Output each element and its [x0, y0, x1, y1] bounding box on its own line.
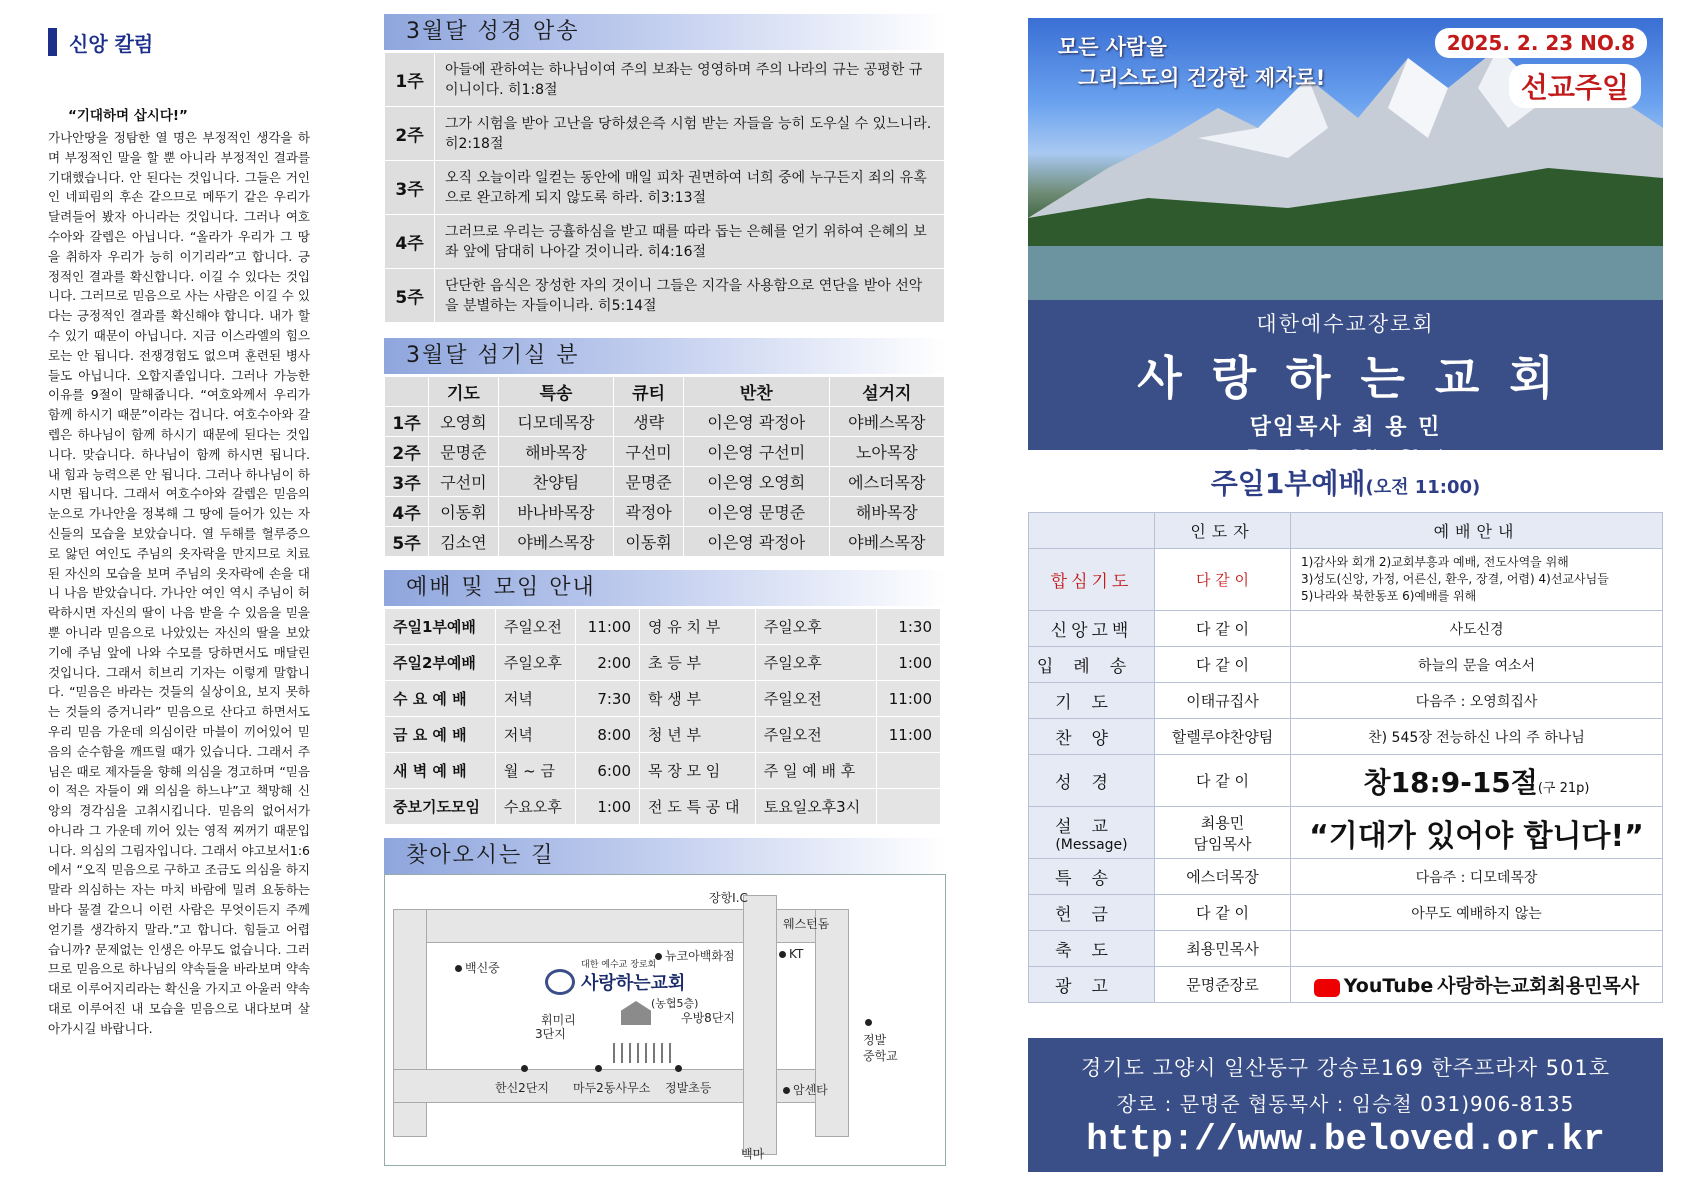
worship-leader — [1155, 683, 1291, 719]
duty-week: 2주 — [385, 437, 429, 467]
prayer-topic: 3)성도(신앙, 가정, 어른신, 환우, 장결, 어렴) 4)선교사님들 — [1301, 572, 1609, 586]
duty-cell: 이동휘 — [429, 497, 499, 527]
duty-cell: 문명준 — [614, 467, 684, 497]
senior-pastor: 담임목사 최 용 민 — [1249, 415, 1442, 440]
directions-map — [384, 874, 946, 1166]
meeting-cell: 영 유 치 부 — [640, 609, 756, 645]
duty-row — [385, 437, 945, 467]
memory-week: 2주 — [385, 107, 435, 161]
worship-role — [1029, 859, 1155, 895]
meeting-cell: 주일오전 — [755, 681, 876, 717]
pastor-english-name: Rev. Yong-Min Choi — [1246, 445, 1445, 469]
worship-guide — [1291, 683, 1663, 719]
duty-column-header: 기도 — [429, 377, 499, 407]
meeting-cell: 1:30 — [876, 609, 940, 645]
duty-cell: 찬양팀 — [498, 467, 613, 497]
order-head-leader: 인도자 — [1155, 513, 1291, 549]
mission-sunday-badge: 선교주일 — [1509, 64, 1641, 108]
duty-cell: 곽정아 — [614, 497, 684, 527]
church-website[interactable]: http://www.beloved.or.kr — [1086, 1119, 1605, 1160]
meeting-row — [385, 681, 941, 717]
worship-leader-name: 최용민목사 — [1186, 940, 1259, 958]
worship-leader — [1155, 719, 1291, 755]
meeting-cell: 전 도 특 공 대 — [640, 789, 756, 825]
meeting-cell: 7:30 — [575, 681, 639, 717]
worship-role — [1029, 755, 1155, 807]
worship-row — [1029, 719, 1663, 755]
service-title — [1028, 462, 1663, 502]
worship-role-label: 합심기도 — [1050, 572, 1133, 592]
meeting-cell: 초 등 부 — [640, 645, 756, 681]
memory-row — [385, 269, 945, 323]
meeting-cell: 11:00 — [876, 681, 940, 717]
meeting-name: 금 요 예 배 — [385, 717, 496, 753]
memory-verse: 그가 시험을 받아 고난을 당하셨은즉 시험 받는 자들을 능히 도우실 수 있느니라. 히2:18절 — [435, 107, 945, 161]
worship-role — [1029, 967, 1155, 1003]
worship-leader-name: 문명준장로 — [1186, 976, 1259, 994]
meeting-cell: 주일오후 — [495, 645, 575, 681]
meeting-name: 주일2부예배 — [385, 645, 496, 681]
service-name: 주일1부예배 — [1210, 467, 1366, 500]
worship-guide — [1291, 859, 1663, 895]
duty-cell: 이은영 곽정아 — [683, 527, 829, 557]
memory-row — [385, 53, 945, 107]
worship-role — [1029, 931, 1155, 967]
worship-leader-name: 다 같 이 — [1195, 571, 1249, 589]
meeting-cell: 수요오후 — [495, 789, 575, 825]
column-section-label: 신앙 칼럼 — [69, 31, 154, 56]
worship-guide — [1291, 967, 1663, 1003]
slogan-line-2: 그리스도의 건강한 제자로! — [1078, 66, 1326, 90]
meeting-name: 중보기도모임 — [385, 789, 496, 825]
memory-table — [384, 52, 945, 323]
worship-role — [1029, 683, 1155, 719]
meeting-row — [385, 645, 941, 681]
worship-guide-sub: (구 21p) — [1537, 780, 1590, 796]
map-label-jeongbal-elem: 정발초등 — [665, 1081, 712, 1095]
map-label-floor: (농협5층) — [651, 997, 699, 1010]
order-head-guide: 예배안내 — [1291, 513, 1663, 549]
map-label-janghang: 장항I.C — [709, 891, 748, 905]
meeting-cell: 주일오후 — [755, 645, 876, 681]
duty-cell: 야베스목장 — [498, 527, 613, 557]
worship-leader — [1155, 895, 1291, 931]
meeting-cell: 주일오후 — [755, 609, 876, 645]
duty-cell: 해바목장 — [829, 497, 944, 527]
worship-guide-text: 다음주 : 오영희집사 — [1415, 693, 1538, 710]
worship-guide — [1291, 807, 1663, 859]
crosswalk — [613, 1043, 673, 1063]
map-label-humiri: 휘미리 — [541, 1013, 576, 1027]
duty-cell: 해바목장 — [498, 437, 613, 467]
worship-leader-name: 에스더목장 — [1186, 868, 1259, 886]
duty-cell: 야베스목장 — [829, 407, 944, 437]
meeting-cell: 청 년 부 — [640, 717, 756, 753]
meeting-row — [385, 717, 941, 753]
map-road-far-right — [815, 909, 849, 1137]
worship-leader-name: 다 같 이 — [1195, 904, 1249, 922]
duty-cell: 김소연 — [429, 527, 499, 557]
worship-role — [1029, 719, 1155, 755]
map-label-danji3: 3단지 — [535, 1027, 566, 1041]
meeting-cell: 8:00 — [575, 717, 639, 753]
cover-slogan — [1058, 32, 1325, 94]
youtube-brand: YouTube — [1343, 975, 1434, 997]
worship-leader — [1155, 931, 1291, 967]
worship-guide — [1291, 895, 1663, 931]
worship-guide — [1291, 549, 1663, 611]
duty-cell: 구선미 — [429, 467, 499, 497]
worship-row — [1029, 859, 1663, 895]
worship-row — [1029, 895, 1663, 931]
duty-table — [384, 376, 945, 557]
map-road-right — [743, 895, 777, 1155]
map-label-newcore: 뉴코아백화점 — [655, 947, 735, 964]
meeting-row — [385, 789, 941, 825]
duty-cell: 이은영 문명준 — [683, 497, 829, 527]
duty-cell: 노아목장 — [829, 437, 944, 467]
worship-guide — [1291, 931, 1663, 967]
duty-row — [385, 527, 945, 557]
map-label-baeksin: 백신중 — [455, 959, 500, 976]
duty-cell: 야베스목장 — [829, 527, 944, 557]
worship-row — [1029, 611, 1663, 647]
meeting-cell: 주일오전 — [755, 717, 876, 753]
meeting-name: 새 벽 예 배 — [385, 753, 496, 789]
memory-row — [385, 107, 945, 161]
meetings-table — [384, 608, 941, 825]
worship-guide — [1291, 611, 1663, 647]
meeting-cell: 주일오전 — [495, 609, 575, 645]
faith-column — [48, 22, 310, 1172]
worship-guide-text: 찬) 545장 전능하신 나의 주 하나님 — [1368, 729, 1585, 746]
meeting-cell: 목 장 모 임 — [640, 753, 756, 789]
slogan-line-1: 모든 사람을 — [1058, 35, 1167, 59]
memory-verse: 아들에 관하여는 하나님이여 주의 보좌는 영영하며 주의 나라의 규는 공평한 규이니이다. 히1:8절 — [435, 53, 945, 107]
memory-week: 1주 — [385, 53, 435, 107]
meeting-cell: 11:00 — [876, 717, 940, 753]
worship-leader — [1155, 859, 1291, 895]
church-name: 사랑하는교회 — [1137, 351, 1584, 405]
worship-row — [1029, 755, 1663, 807]
map-label-church-small: 대한 예수교 장로회 — [581, 960, 657, 970]
denomination: 대한예수교장로회 — [1256, 312, 1435, 336]
meeting-name: 수 요 예 배 — [385, 681, 496, 717]
worship-role — [1029, 647, 1155, 683]
youtube-icon — [1314, 979, 1340, 997]
duty-cell: 이은영 구선미 — [683, 437, 829, 467]
church-address: 경기도 고양시 일산동구 강송로169 한주프라자 501호 — [1081, 1056, 1610, 1080]
column-body: 가나안땅을 정탐한 열 명은 부정적인 생각을 하며 부정적인 말을 할 뿐 아니라 부정적인 결과를 기대했습니다. 안 된다는 것입니다. 그들은 거인인 네피림의 후손 같으므로 메뚜기 같은 우리가 달려들어 봤자 아니라는 것입니다. 그러나 여호수아와 갈렙은 아닙니다. “올라가 우리가 그 땅을 취하자 우리가 능히 이기리라”고 합니다. 긍정적인 결과를 확신합니다. 이길 수 있다는 것입니다. 그러므로 믿음으로 사는 사람은 이길 수 있다는 긍정적인 결과를 확신해야 합니다. 내가 할 수 있기 때문이 아닙니다. 지금 이스라엘의 힘으로는 안 됩니다. 전쟁경험도 없으며 훈련된 병사들도 아닙니다. 오합지졸입니다. 그러나 가능한 이유를 9절이 말해줍니다. “여호와께서 우리가 함께 하시기 때문”이라는 겁니다. 여호수아와 갈렙은 하나님이 함께 하시기 때문에 된다는 것입니다. 맞습니다. 하나님이 함께 하시면 됩니다. 내 힘과 능력으론 안 됩니다. 그러나 하나님이 하시면 됩니다. 그래서 여호수아와 갈렙은 믿음의 눈으로 가나안을 정복해 그 땅에 들어가 있는 자신들의 모습을 보았습니다. 열 두해를 혈루증으로 앓던 여인도 주님의 옷자락을 만지므로 치료된 자신의 모습을 보며 주님의 옷자락에 손을 대니 나음 받았습니다. 가나안 여인 역시 주님이 허락하시면 자신의 딸이 나음 받을 수 있음을 믿을 뿐 아니라 믿음으로 나았있는 자신의 딸을 보았기에 주님 앞에 나와 수모를 당하면서도 매달린 것입니다. 그래서 히브리 기자는 이렇게 말합니다. “믿음은 바라는 것들의 실상이요, 보지 못하는 것들의 증거니라” 믿음으로 산다고 하면서도 우리 믿음 가운데 의심이란 마블이 끼어있어 믿음의 순수함을 깨뜨릴 때가 있습니다. 그래서 주님은 때로 제자들을 향해 의심을 경고하며 “믿음이 적은 자들이 왜 의심을 하느냐”고 책망해 신앙의 경각심을 고취시킵니다. 믿음의 없어서가 아니라 그 가운데 끼어 있는 영적 찌꺼기 때문입니다. 의심의 그림자입니다. 그래서 야고보서1:6에서 “오직 믿음으로 구하고 조금도 의심을 하지 말라 의심하는 자는 마치 바람에 밀려 요동하는 바다 물결 같으니 이런 사람은 무엇이든지 주께 얻기를 생각하지 말라.”고 합니다. 힘들고 어렵습니까? 문제없는 인생은 아무도 없습니다. 그러므로 믿음으로 하나님의 약속들을 바라보며 약속대로 이루어지리라는 확신을 가지고 아울러 약속대로 이루어진 내 모습을 믿음으로 내다보며 살아가시길 바랍니다. — [48, 130, 310, 1036]
map-dot-hansin — [521, 1061, 531, 1075]
meeting-cell: 월 ~ 금 — [495, 753, 575, 789]
memory-week: 4주 — [385, 215, 435, 269]
meetings-header: 예배 및 모임 안내 — [384, 570, 946, 606]
memory-verse: 그러므로 우리는 긍휼하심을 받고 때를 따라 돕는 은혜를 얻기 위하여 은혜의 보좌 앞에 담대히 나아갈 것이니라. 히4:16절 — [435, 215, 945, 269]
meeting-cell: 토요일오후3시 — [755, 789, 876, 825]
worship-guide — [1291, 719, 1663, 755]
map-dot-jeongbal-elem — [675, 1061, 685, 1075]
column-section-heading — [48, 22, 310, 62]
memory-verse: 단단한 음식은 장성한 자의 것이니 그들은 지각을 사용함으로 연단을 받아 선악을 분별하는 자들이니라. 히5:14절 — [435, 269, 945, 323]
worship-role-sub: (Message) — [1055, 837, 1128, 853]
duty-column-header: 큐티 — [614, 377, 684, 407]
duty-column-header: 특송 — [498, 377, 613, 407]
worship-guide-text: 다음주 : 디모데목장 — [1415, 869, 1538, 886]
meeting-row — [385, 753, 941, 789]
duty-cell: 바나바목장 — [498, 497, 613, 527]
memory-verse: 오직 오늘이라 일컫는 동안에 매일 피차 권면하여 너희 중에 누구든지 죄의 유혹으로 완고하게 되지 않도록 하라. 히3:13절 — [435, 161, 945, 215]
duty-week: 4주 — [385, 497, 429, 527]
map-label-cancer: 암센타 — [783, 1081, 828, 1098]
worship-role-label: 기도 — [1055, 693, 1128, 713]
worship-leader — [1155, 755, 1291, 807]
worship-row — [1029, 967, 1663, 1003]
map-label-madu: 마두2동사무소 — [573, 1081, 651, 1095]
meeting-cell — [876, 753, 940, 789]
memory-row — [385, 161, 945, 215]
meeting-cell: 학 생 부 — [640, 681, 756, 717]
order-of-worship — [1028, 512, 1663, 1003]
worship-role — [1029, 807, 1155, 859]
worship-leader-sub: 담임목사 — [1193, 834, 1252, 853]
church-contact: 장로 : 문명준 협동목사 : 임승철 031)906-8135 — [1116, 1092, 1575, 1116]
map-label-jeongbal-mid-1: 정발 — [863, 1033, 887, 1047]
duty-row — [385, 467, 945, 497]
worship-leader-name: 다 같 이 — [1195, 620, 1249, 638]
meeting-cell: 저녁 — [495, 717, 575, 753]
cover-photo — [1028, 18, 1663, 300]
worship-guide — [1291, 755, 1663, 807]
bulletin-date: 2025. 2. 23 NO.8 — [1435, 28, 1647, 58]
map-dot-madu — [595, 1061, 605, 1075]
service-time: (오전 11:00) — [1365, 477, 1481, 498]
worship-guide — [1291, 647, 1663, 683]
meeting-cell: 저녁 — [495, 681, 575, 717]
map-label-ubang: 우방8단지 — [681, 1011, 736, 1025]
map-label-hansin: 한신2단지 — [495, 1081, 550, 1095]
meeting-cell — [876, 789, 940, 825]
worship-row — [1029, 549, 1663, 611]
duty-cell: 이은영 오영희 — [683, 467, 829, 497]
worship-role-label: 축도 — [1055, 941, 1128, 961]
duty-column-header: 설거지 — [829, 377, 944, 407]
worship-leader-name: 다 같 이 — [1195, 772, 1249, 790]
worship-guide-text: 사도신경 — [1449, 621, 1504, 638]
duty-row — [385, 407, 945, 437]
duty-cell: 문명준 — [429, 437, 499, 467]
meeting-name: 주일1부예배 — [385, 609, 496, 645]
order-head-blank — [1029, 513, 1155, 549]
church-logo-icon — [545, 969, 575, 995]
youtube-channel: 사랑하는교회최용민목사 — [1437, 975, 1640, 997]
duty-week: 1주 — [385, 407, 429, 437]
church-banner — [1028, 300, 1663, 469]
meeting-row — [385, 609, 941, 645]
worship-role-label: 찬양 — [1055, 729, 1128, 749]
duty-header: 3월달 섬기실 분 — [384, 338, 946, 374]
map-road-top — [393, 909, 849, 943]
worship-role-label: 성경 — [1055, 773, 1128, 793]
worship-role-label: 신앙고백 — [1050, 621, 1133, 641]
map-label-jeongbal-mid — [865, 1015, 875, 1029]
worship-leader — [1155, 967, 1291, 1003]
worship-leader — [1155, 647, 1291, 683]
worship-row — [1029, 807, 1663, 859]
heading-bar — [48, 28, 57, 56]
worship-role-label: 입례송 — [1036, 657, 1147, 677]
worship-leader-name: 이태규집사 — [1186, 692, 1259, 710]
meeting-cell: 2:00 — [575, 645, 639, 681]
meeting-cell: 주 일 예 배 후 — [755, 753, 876, 789]
meeting-cell: 1:00 — [575, 789, 639, 825]
worship-row — [1029, 931, 1663, 967]
duty-week: 5주 — [385, 527, 429, 557]
worship-guide-text: “기대가 있어야 합니다!” — [1309, 818, 1644, 854]
map-label-westerdom: 웨스턴돔 — [783, 917, 830, 931]
worship-role-label: 헌금 — [1055, 905, 1128, 925]
worship-row — [1029, 647, 1663, 683]
prayer-topic: 5)나라와 북한동포 6)예배를 위해 — [1301, 589, 1477, 603]
duty-column-header — [385, 377, 429, 407]
memory-week: 5주 — [385, 269, 435, 323]
worship-leader-name: 할렐루야찬양팀 — [1171, 728, 1274, 746]
duty-cell: 디모데목장 — [498, 407, 613, 437]
worship-leader-name: 최용민 — [1200, 813, 1245, 832]
map-label-baekma: 백마 — [741, 1147, 765, 1161]
worship-leader — [1155, 807, 1291, 859]
worship-row — [1029, 683, 1663, 719]
worship-leader — [1155, 549, 1291, 611]
map-header: 찾아오시는 길 — [384, 838, 946, 874]
worship-role-label: 설교 — [1055, 817, 1128, 837]
meeting-cell: 1:00 — [876, 645, 940, 681]
duty-week: 3주 — [385, 467, 429, 497]
worship-role — [1029, 611, 1155, 647]
duty-cell: 에스더목장 — [829, 467, 944, 497]
map-label-kt: KT — [779, 947, 803, 961]
memory-week: 3주 — [385, 161, 435, 215]
map-label-church: 사랑하는교회 — [581, 973, 686, 994]
duty-cell: 이은영 곽정아 — [683, 407, 829, 437]
prayer-topic: 1)감사와 회개 2)교회부흥과 예배, 전도사역을 위해 — [1301, 555, 1569, 569]
duty-cell: 이동휘 — [614, 527, 684, 557]
duty-cell: 구선미 — [614, 437, 684, 467]
worship-role-label: 특송 — [1055, 869, 1128, 889]
column-title: “기대하며 삽시다!” — [68, 108, 188, 124]
duty-cell: 생략 — [614, 407, 684, 437]
worship-leader — [1155, 611, 1291, 647]
worship-guide-text: 하늘의 문을 여소서 — [1417, 657, 1536, 674]
worship-guide-text: 창18:9-15절 — [1363, 765, 1538, 799]
meeting-cell: 11:00 — [575, 609, 639, 645]
duty-row — [385, 497, 945, 527]
duty-cell: 오영희 — [429, 407, 499, 437]
worship-guide-text: 아무도 예배하지 않는 — [1411, 905, 1542, 922]
church-footer — [1028, 1038, 1663, 1172]
map-label-jeongbal-mid-2: 중학교 — [863, 1049, 898, 1063]
meeting-cell: 6:00 — [575, 753, 639, 789]
memory-row — [385, 215, 945, 269]
worship-leader-name: 다 같 이 — [1195, 656, 1249, 674]
memory-header: 3월달 성경 암송 — [384, 14, 946, 50]
duty-column-header: 반찬 — [683, 377, 829, 407]
worship-role — [1029, 895, 1155, 931]
worship-role — [1029, 549, 1155, 611]
worship-role-label: 광고 — [1055, 977, 1128, 997]
